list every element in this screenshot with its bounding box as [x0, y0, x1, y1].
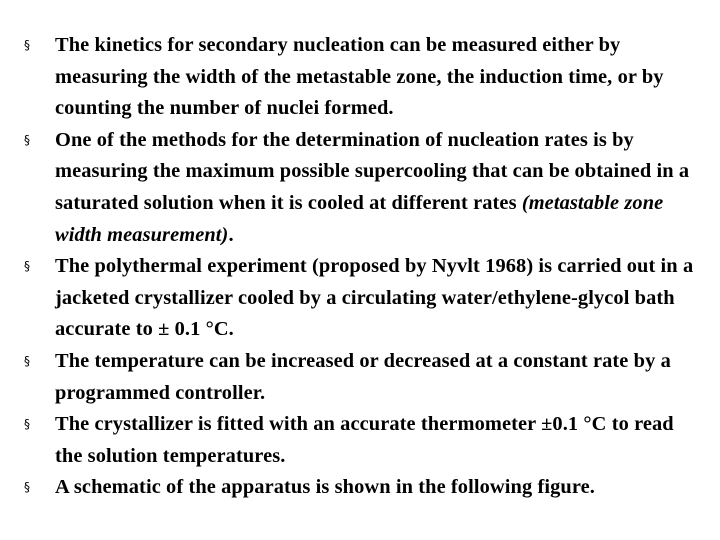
bullet-text: The polythermal experiment (proposed by Nyvlt 1968) is carried out in a jacketed crystallizer cooled by a circulating water/ethylene-glycol bath accurate to ± 0.1 °C.	[55, 255, 694, 341]
bullet-marker-icon: §	[24, 353, 30, 368]
bullet-item	[24, 30, 704, 125]
bullet-text-emphasis: (metastable zone width measurement)	[55, 191, 664, 246]
bullet-item	[24, 472, 704, 504]
bullet-text: The crystallizer is fitted with an accurate thermometer ±0.1 °C to read the solution temperatures.	[55, 413, 674, 467]
bullet-list	[24, 30, 704, 504]
bullet-item	[24, 251, 704, 346]
bullet-marker-icon: §	[24, 259, 30, 274]
bullet-text-end: .	[228, 223, 234, 246]
bullet-marker-icon: §	[24, 132, 30, 147]
bullet-item	[24, 346, 704, 409]
bullet-marker-icon: §	[24, 38, 30, 52]
bullet-item	[24, 125, 704, 251]
bullet-text-main: One of the methods for the determination of nucleation rates is by measuring the maximum possible supercooling that can be obtained in a saturated solution when it is cooled at different rates	[55, 128, 690, 214]
bullet-text: The temperature can be increased or decreased at a constant rate by a programmed controller.	[55, 349, 671, 404]
bullet-text: The kinetics for secondary nucleation can be measured either by measuring the width of the metastable zone, the induction time, or by counting the number of nuclei formed.	[55, 34, 664, 120]
bullet-text: A schematic of the apparatus is shown in the following figure.	[55, 476, 595, 499]
bullet-text	[55, 125, 704, 251]
bullet-item	[24, 409, 704, 472]
bullet-marker-icon: §	[24, 417, 30, 432]
bullet-marker-icon: §	[24, 480, 30, 495]
